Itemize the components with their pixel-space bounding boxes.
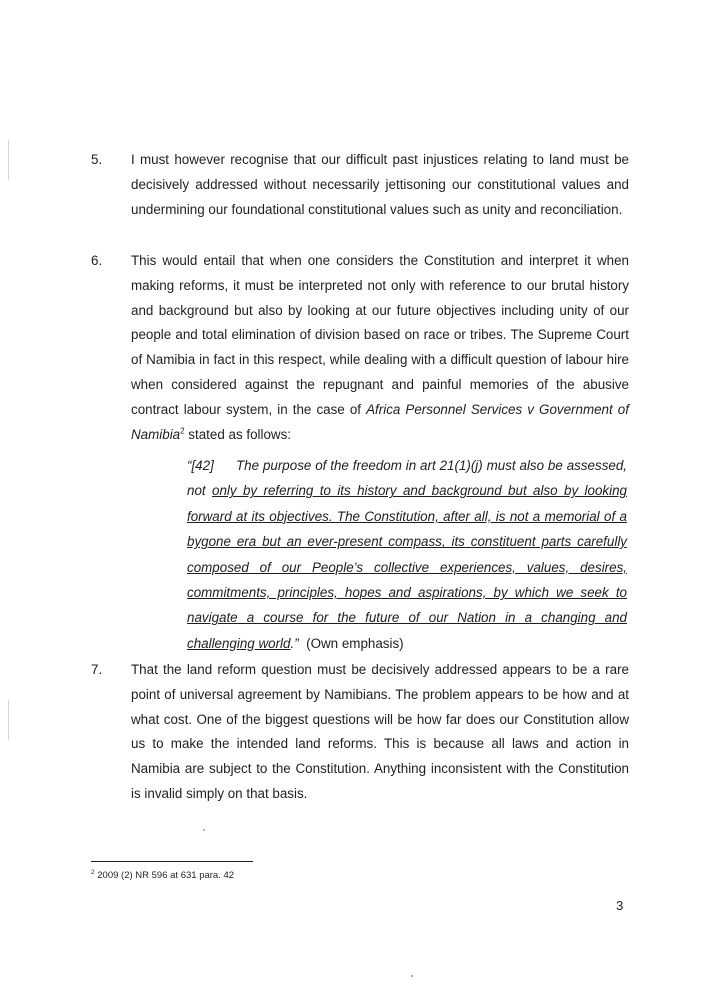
paragraph-text-tail: stated as follows:	[184, 426, 292, 442]
block-quote	[187, 453, 627, 656]
paragraph-text: That the land reform question must be decisively addressed appears to be a rare point of universal agreement by Namibians. The problem appears to be how and at what cost. One of the biggest questions will be how far does our Constitution allow us to make the intended land reforms. This is because all laws and action in Namibia are subject to the Constitution. Anything inconsistent with the Constitution is invalid simply on that basis.	[131, 662, 629, 801]
emphasis-note: (Own emphasis)	[306, 635, 404, 651]
paragraph-number: 7.	[91, 662, 103, 677]
scan-speck	[203, 829, 205, 831]
quote-text: The purpose of the freedom in art 21(1)(j) must also be assessed, not	[187, 458, 627, 499]
paragraph-text: I must however recognise that our difficult past injustices relating to land must be decisively addressed without necessarily jettisoning our constitutional values and undermining our foundational constitutional values such as unity and reconciliation.	[131, 152, 629, 217]
paragraph-text-lead: This would entail that when one considers the Constitution and interpret it when making reforms, it must be interpreted not only with reference to our brutal history and background but also by looking at our future objectives including unity of our people and total elimination of division based on race or tribes. The Supreme Court of Namibia in fact in this respect, while dealing with a difficult question of labour hire when considered against the repugnant and painful memories of the abusive contract labour system, in the case of	[131, 253, 629, 417]
scan-margin-mark	[8, 140, 9, 180]
paragraph-text	[131, 249, 629, 447]
footnote	[91, 870, 234, 882]
footnote-reference: 2	[180, 426, 185, 436]
footnote-separator	[91, 861, 253, 862]
paragraph-number: 6.	[91, 253, 103, 268]
page-number: 3	[616, 898, 624, 913]
footnote-marker: 2	[91, 868, 95, 876]
quote-emphasised-text: only by referring to its history and background but also by looking forward at its objectives. The Constitution, after all, is not a memorial of a bygone era but an ever-present compass, its constituent parts carefully composed of our People’s collective experiences, values, desires, commitments, principles, hopes and aspirations, by which we seek to navigate a course for the future of our Nation in a changing and challenging world	[187, 483, 627, 651]
scan-margin-mark	[8, 700, 9, 740]
paragraph-number: 5.	[91, 152, 103, 167]
footnote-text: 2009 (2) NR 596 at 631 para. 42	[97, 870, 235, 881]
quote-paragraph-ref: “[42]	[187, 458, 214, 473]
case-citation: Africa Personnel Services v Government of Namibia	[131, 401, 629, 442]
scan-speck	[411, 975, 413, 977]
quote-close: .”	[290, 635, 299, 651]
